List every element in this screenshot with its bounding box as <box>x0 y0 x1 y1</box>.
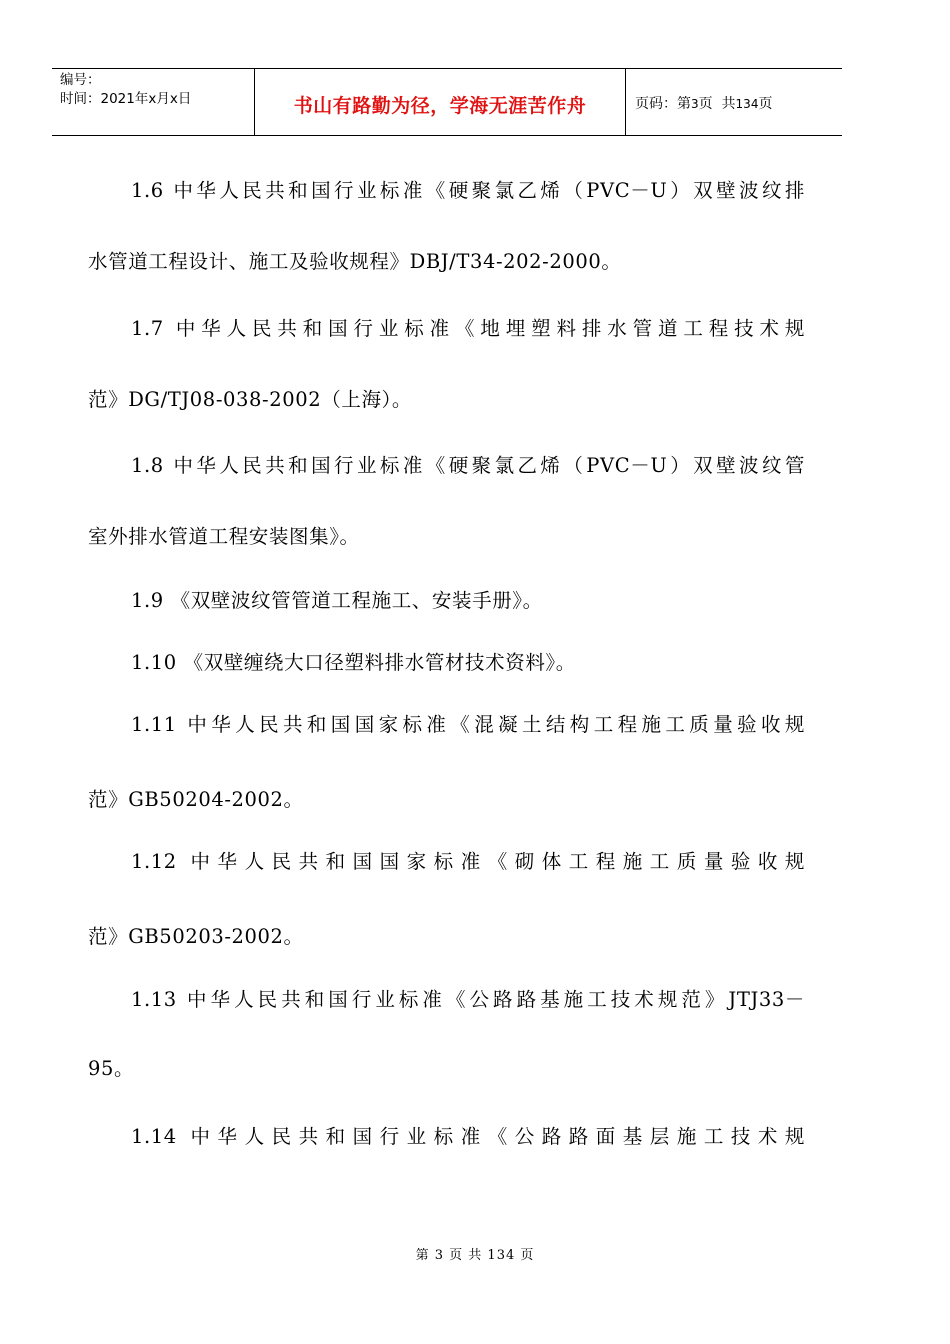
header-page-cell <box>635 93 772 113</box>
time-label: 时间：2021年x月x日 <box>60 91 192 107</box>
paragraph-line: 1.10 《双壁缠绕大口径塑料排水管材技术资料》。 <box>131 651 576 674</box>
paragraph-line: 95。 <box>88 1057 135 1080</box>
paragraph-line: 1.11 中华人民共和国国家标准《混凝土结构工程施工质量验收规 <box>131 713 805 736</box>
paragraph-line: 范》GB50203-2002。 <box>88 925 304 948</box>
page-total: 134 <box>735 97 759 111</box>
page-current: 3 <box>691 97 699 111</box>
paragraph-line: 1.9 《双壁波纹管管道工程施工、安装手册》。 <box>131 589 543 612</box>
header-meta-cell <box>52 69 255 135</box>
paragraph-line: 1.6 中华人民共和国行业标准《硬聚氯乙烯（PVC－U）双壁波纹排 <box>131 179 805 202</box>
page-label-mid: 页 共 <box>698 96 736 112</box>
number-label: 编号： <box>60 72 101 88</box>
paragraph-line: 水管道工程设计、施工及验收规程》DBJ/T34-202-2000。 <box>88 250 622 273</box>
page-label-prefix: 页码：第 <box>635 96 691 112</box>
paragraph-line: 范》DG/TJ08-038-2002（上海）。 <box>88 388 412 411</box>
paragraph-line: 室外排水管道工程安装图集》。 <box>88 525 360 548</box>
document-header <box>52 68 842 136</box>
paragraph-line: 1.14 中华人民共和国行业标准《公路路面基层施工技术规 <box>131 1125 805 1148</box>
motto-text: 书山有路勤为径，学海无涯苦作舟 <box>293 95 587 117</box>
page-footer: 第 3 页 共 134 页 <box>415 1248 535 1263</box>
paragraph-line: 1.12 中华人民共和国国家标准《砌体工程施工质量验收规 <box>131 850 805 873</box>
paragraph-line: 1.13 中华人民共和国行业标准《公路路基施工技术规范》JTJ33－ <box>131 988 805 1011</box>
paragraph-line: 1.8 中华人民共和国行业标准《硬聚氯乙烯（PVC－U）双壁波纹管 <box>131 454 805 477</box>
header-motto-cell <box>255 69 626 135</box>
paragraph-line: 1.7 中华人民共和国行业标准《地埋塑料排水管道工程技术规 <box>131 317 805 340</box>
page-label-suffix: 页 <box>758 96 773 112</box>
paragraph-line: 范》GB50204-2002。 <box>88 788 304 811</box>
